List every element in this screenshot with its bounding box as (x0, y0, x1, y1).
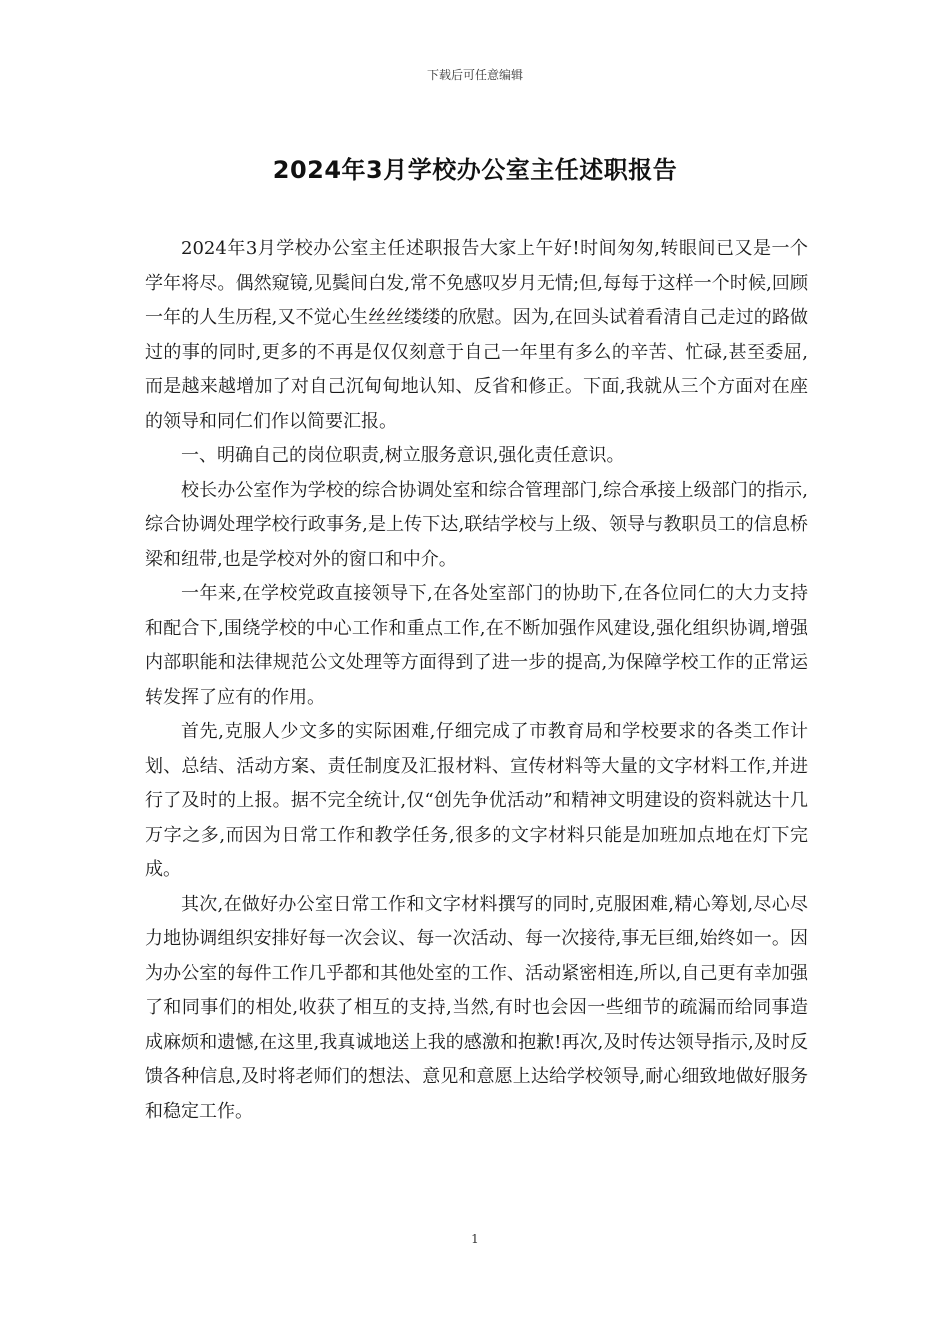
document-title: 2024年3月学校办公室主任述职报告 (272, 156, 678, 184)
paragraph-intro: 2024年3月学校办公室主任述职报告大家上午好!时间匆匆,转眼间已又是一个学年将尽。偶然窥镜,见鬓间白发,常不免感叹岁月无情;但,每每于这样一个时候,回顾一年的人生历程,又不觉心生丝丝缕缕的欣慰。因为,在回头试着看清自己走过的路做过的事的同时,更多的不再是仅仅刻意于自己一年里有多么的辛苦、忙碌,甚至委屈,而是越来越增加了对自己沉甸甸地认知、反省和修正。下面,我就从三个方面对在座的领导和同仁们作以简要汇报。 (145, 238, 808, 432)
paragraph-first: 首先,克服人少文多的实际困难,仔细完成了市教育局和学校要求的各类工作计划、总结、活动方案、责任制度及汇报材料、宣传材料等大量的文字材料工作,并进行了及时的上报。据不完全统计,仅“创先争优活动”和精神文明建设的资料就达十几万字之多,而因为日常工作和教学任务,很多的文字材料只能是加班加点地在灯下完成。 (145, 721, 808, 880)
paragraph-second: 其次,在做好办公室日常工作和文字材料撰写的同时,克服困难,精心筹划,尽心尽力地协调组织安排好每一次会议、每一次活动、每一次接待,事无巨细,始终如一。因为办公室的每件工作几乎都和其他处室的工作、活动紧密相连,所以,自己更有幸加强了和同事们的相处,收获了相互的支持,当然,有时也会因一些细节的疏漏而给同事造成麻烦和遗憾,在这里,我真诚地送上我的感激和抱歉!再次,及时传达领导指示,及时反馈各种信息,及时将老师们的想法、意见和意愿上达给学校领导,耐心细致地做好服务和稳定工作。 (145, 893, 808, 1122)
page-number: 1 (471, 1232, 479, 1246)
paragraph-year-summary: 一年来,在学校党政直接领导下,在各处室部门的协助下,在各位同仁的大力支持和配合下,围绕学校的中心工作和重点工作,在不断加强作风建设,强化组织协调,增强内部职能和法律规范公文处理等方面得到了进一步的提高,为保障学校工作的正常运转发挥了应有的作用。 (145, 583, 808, 708)
section-heading-1: 一、明确自己的岗位职责,树立服务意识,强化责任意识。 (181, 445, 625, 466)
document-body (145, 232, 808, 1129)
header-note: 下载后可任意编辑 (426, 68, 523, 82)
paragraph-office-role: 校长办公室作为学校的综合协调处室和综合管理部门,综合承接上级部门的指示,综合协调处理学校行政事务,是上传下达,联结学校与上级、领导与教职员工的信息桥梁和纽带,也是学校对外的窗口和中介。 (145, 479, 808, 570)
